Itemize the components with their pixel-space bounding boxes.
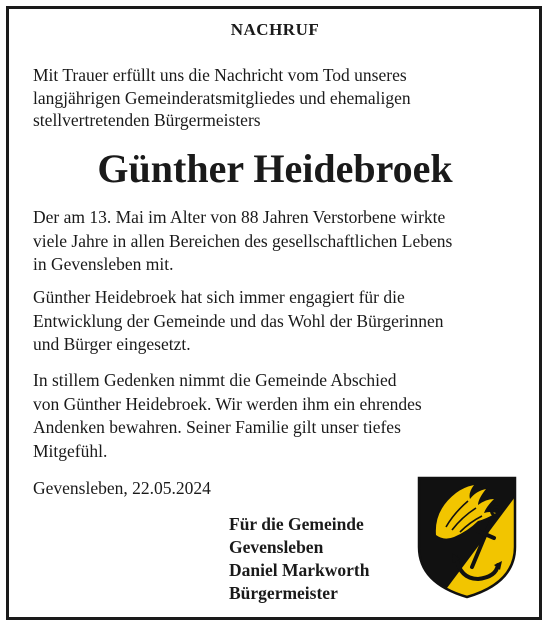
intro-line: Mit Trauer erfüllt uns die Nachricht vom Tod unseres — [33, 65, 407, 85]
paragraph-line: in Gevensleben mit. — [33, 254, 174, 274]
signature-block — [229, 513, 369, 605]
paragraph-line: von Günther Heidebroek. Wir werden ihm ein ehrendes — [33, 393, 422, 414]
paragraph-line: Der am 13. Mai im Alter von 88 Jahren Verstorbene wirkte — [33, 207, 446, 227]
paragraph-line: Andenken bewahren. Seiner Familie gilt unser tiefes — [33, 417, 401, 437]
paragraph-tribute — [33, 206, 523, 277]
notice-heading: NACHRUF — [230, 20, 320, 39]
paragraph-line: viele Jahre in allen Bereichen des gesellschaftlichen Lebens — [33, 230, 453, 251]
paragraph-engagement — [33, 286, 523, 357]
signature-line: Gevensleben — [229, 537, 324, 557]
signature-line: Daniel Markworth — [229, 560, 370, 580]
coat-of-arms-icon — [416, 475, 518, 600]
intro-text — [33, 64, 503, 132]
signature-line: Bürgermeister — [229, 583, 338, 603]
signature-line: Für die Gemeinde — [229, 514, 364, 534]
place-and-date: Gevensleben, 22.05.2024 — [33, 478, 211, 498]
intro-line: langjährigen Gemeinderatsmitgliedes und ehemaligen — [33, 87, 411, 108]
paragraph-farewell — [33, 369, 523, 463]
paragraph-line: und Bürger eingesetzt. — [33, 334, 191, 354]
deceased-name: Günther Heidebroek — [97, 146, 453, 191]
intro-line: stellvertretenden Bürgermeisters — [33, 110, 261, 130]
paragraph-line: Entwicklung der Gemeinde und das Wohl der Bürgerinnen — [33, 310, 444, 331]
paragraph-line: Mitgefühl. — [33, 440, 108, 461]
paragraph-line: In stillem Gedenken nimmt die Gemeinde Abschied — [33, 370, 397, 390]
paragraph-line: Günther Heidebroek hat sich immer engagiert für die — [33, 287, 405, 307]
